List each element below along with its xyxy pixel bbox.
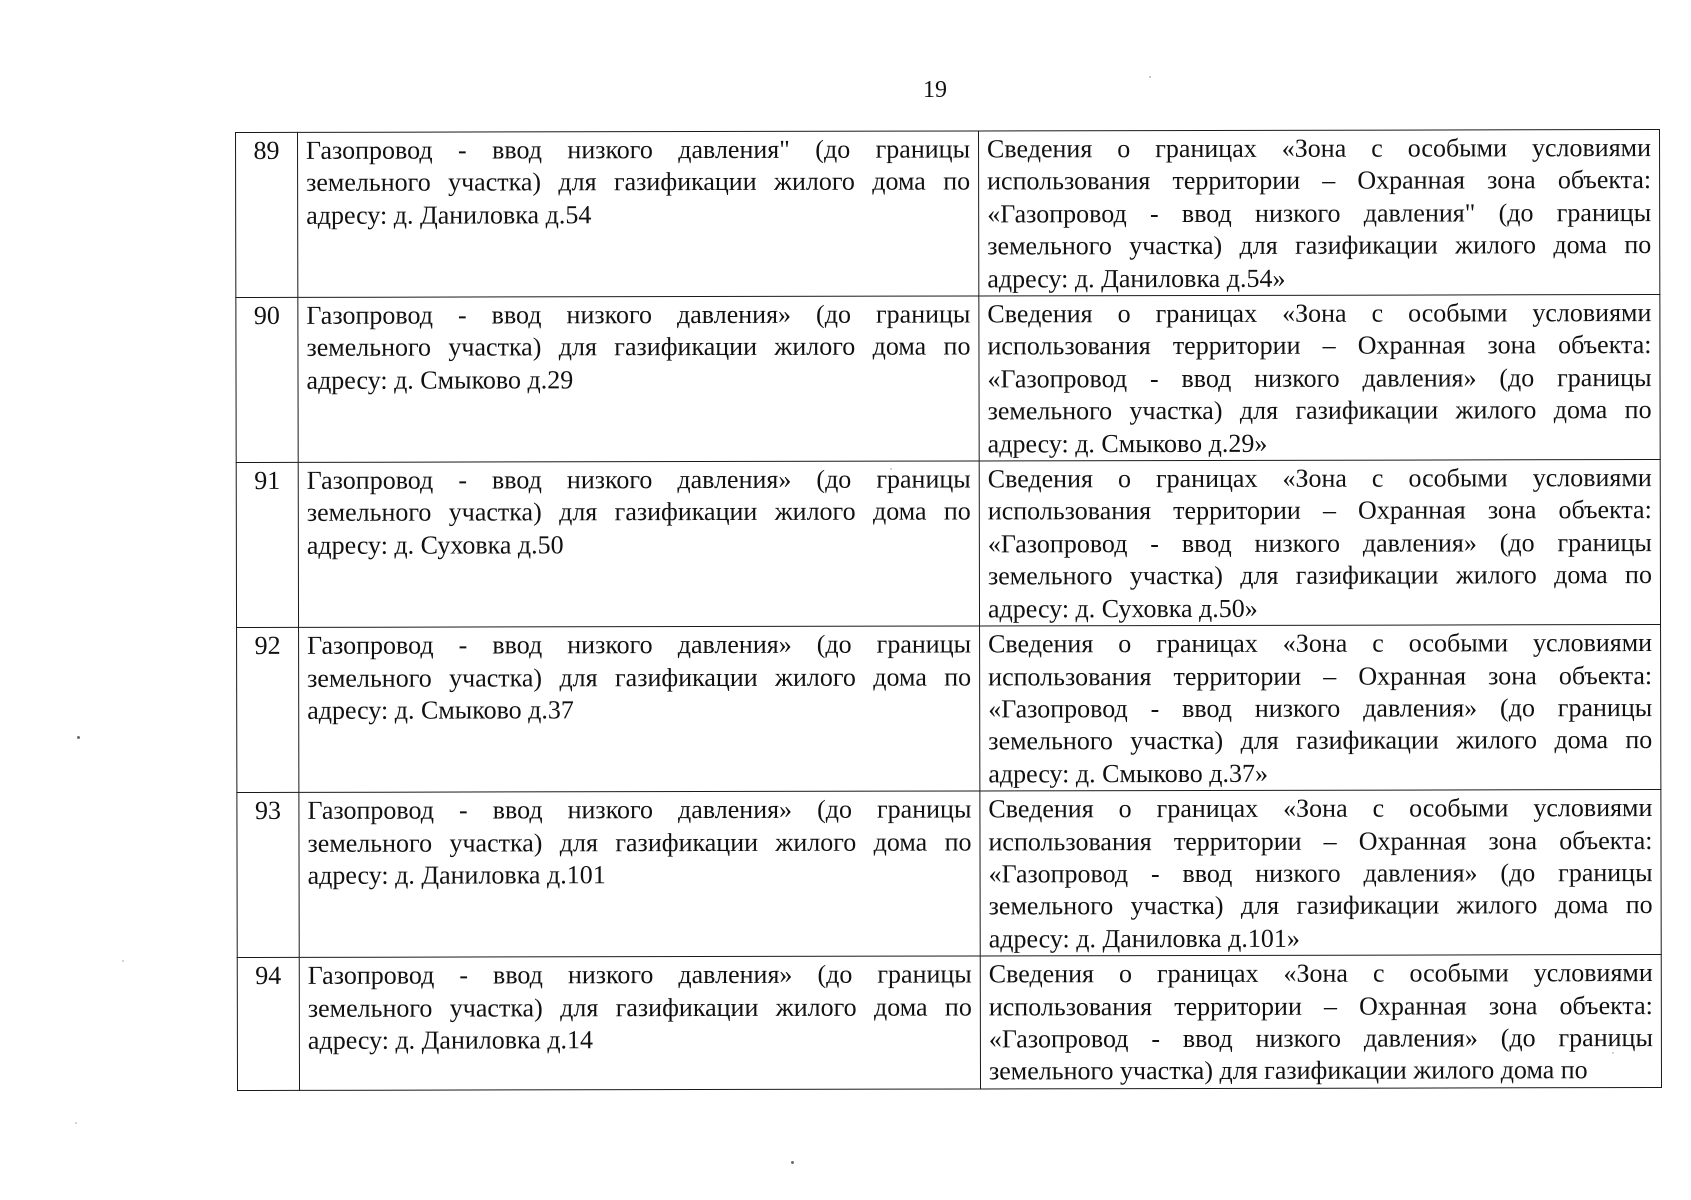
- row-number: 93: [237, 792, 299, 957]
- scan-speck: [890, 468, 892, 470]
- object-name-cell: Газопровод - ввод низкого давления» (до границы земельного участка) для газификации жилого дома по адресу: д. Смыково д.29: [298, 296, 979, 462]
- object-name-cell: Газопровод - ввод низкого давления» (до границы земельного участка) для газификации жилого дома по адресу: д. Даниловка д.101: [299, 791, 980, 957]
- row-number: 92: [237, 627, 299, 792]
- boundary-info-cell: Сведения о границах «Зона с особыми условиями использования территории – Охранная зона объекта: «Газопровод - ввод низкого давления» (до границы земельного участка) для газификации жилого дома по адресу: д. Даниловка д.101»: [980, 790, 1661, 956]
- boundary-info-cell: Сведения о границах «Зона с особыми условиями использования территории – Охранная зона объекта: «Газопровод - ввод низкого давления» (до границы земельного участка) для газификации жилого дома по адресу: д. Смыково д.29»: [979, 295, 1660, 461]
- scan-speck: [791, 1161, 794, 1164]
- scan-speck: [1149, 76, 1151, 78]
- table-row: [236, 460, 1660, 628]
- table-row: [237, 625, 1661, 793]
- object-name-cell: Газопровод - ввод низкого давления» (до границы земельного участка) для газификации жилого дома по адресу: д. Даниловка д.14: [299, 956, 980, 1090]
- boundary-info-cell: Сведения о границах «Зона с особыми условиями использования территории – Охранная зона объекта: «Газопровод - ввод низкого давления» (до границы земельного участка) для газификации жилого дома по: [980, 955, 1661, 1089]
- zones-table-wrapper: [235, 129, 1661, 1086]
- row-number: 91: [236, 462, 298, 627]
- scan-speck: [122, 960, 124, 962]
- row-number: 94: [237, 958, 299, 1091]
- table-row: [236, 130, 1660, 298]
- scan-speck: [75, 1122, 77, 1124]
- row-number: 89: [236, 132, 298, 297]
- row-number: 90: [236, 297, 298, 462]
- table-row: [237, 790, 1661, 958]
- scan-speck: [77, 736, 80, 739]
- object-name-cell: Газопровод - ввод низкого давления» (до границы земельного участка) для газификации жилого дома по адресу: д. Суховка д.50: [298, 461, 979, 627]
- object-name-cell: Газопровод - ввод низкого давления» (до границы земельного участка) для газификации жилого дома по адресу: д. Смыково д.37: [299, 626, 980, 792]
- table-row: [237, 955, 1661, 1091]
- scan-speck: [1612, 1052, 1614, 1054]
- object-name-cell: Газопровод - ввод низкого давления" (до границы земельного участка) для газификации жилого дома по адресу: д. Даниловка д.54: [298, 131, 979, 297]
- zones-table: [235, 129, 1662, 1091]
- table-row: [236, 295, 1660, 463]
- boundary-info-cell: Сведения о границах «Зона с особыми условиями использования территории – Охранная зона объекта: «Газопровод - ввод низкого давления» (до границы земельного участка) для газификации жилого дома по адресу: д. Суховка д.50»: [979, 460, 1660, 626]
- boundary-info-cell: Сведения о границах «Зона с особыми условиями использования территории – Охранная зона объекта: «Газопровод - ввод низкого давления" (до границы земельного участка) для газификации жилого дома по адресу: д. Даниловка д.54»: [978, 130, 1659, 296]
- boundary-info-cell: Сведения о границах «Зона с особыми условиями использования территории – Охранная зона объекта: «Газопровод - ввод низкого давления» (до границы земельного участка) для газификации жилого дома по адресу: д. Смыково д.37»: [980, 625, 1661, 791]
- page-number: 19: [923, 77, 947, 103]
